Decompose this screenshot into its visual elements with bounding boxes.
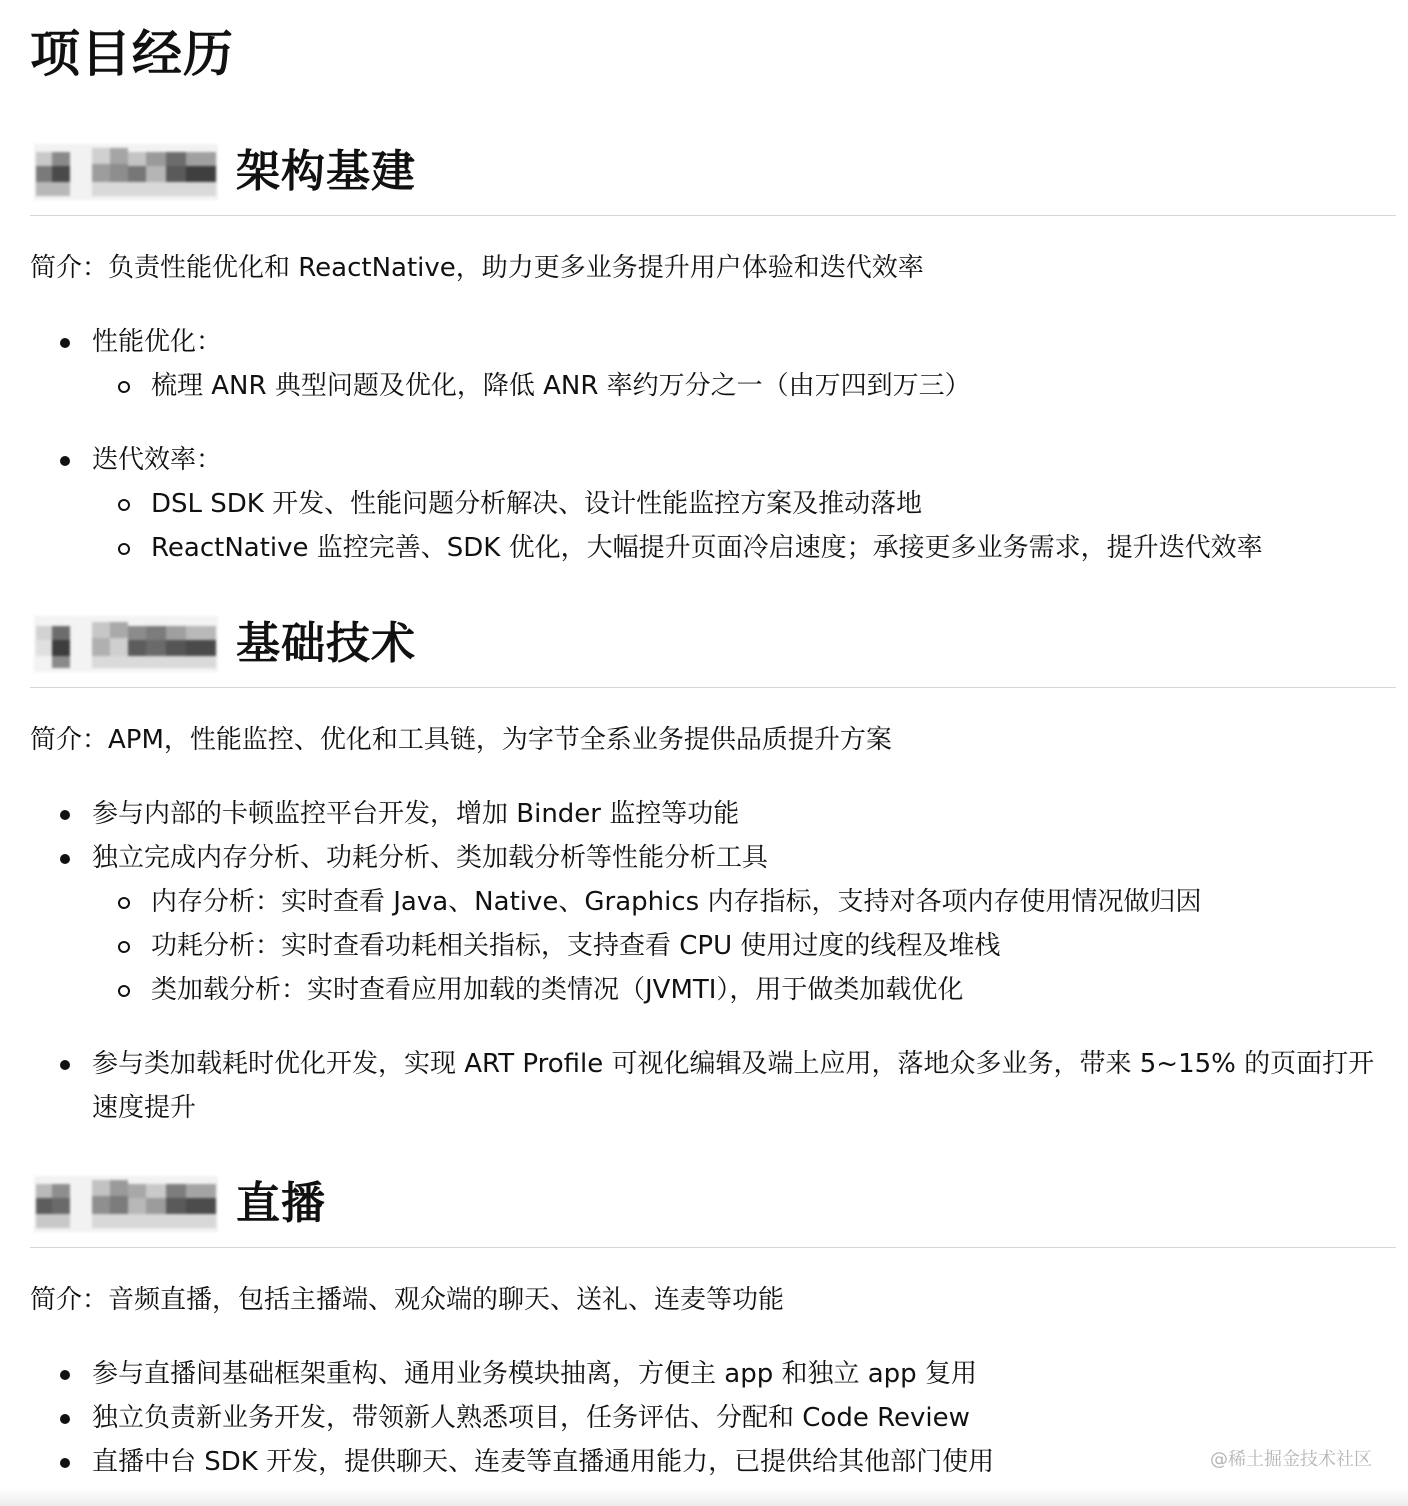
bullet-dot xyxy=(60,1458,70,1468)
redacted-company-mosaic xyxy=(34,616,218,672)
sub-list-item xyxy=(0,924,1300,968)
section-intro: 简介：APM，性能监控、优化和工具链，为字节全系业务提供品质提升方案 xyxy=(30,725,892,755)
section-intro: 简介：负责性能优化和 ReactNative，助力更多业务提升用户体验和迭代效率 xyxy=(30,253,924,283)
section-list xyxy=(0,320,1300,408)
section-heading-text: 基础技术 xyxy=(236,618,416,669)
bullet-dot xyxy=(60,1060,70,1070)
sub-list-item-text: 梳理 ANR 典型问题及优化，降低 ANR 率约万分之一（由万四到万三） xyxy=(151,371,971,401)
bullet-ring xyxy=(118,381,130,393)
bullet-dot xyxy=(60,338,70,348)
bullet-ring xyxy=(118,941,130,953)
bullet-dot xyxy=(60,854,70,864)
section-list xyxy=(0,1352,1300,1484)
redacted-company-mosaic xyxy=(34,144,218,200)
sub-list-item xyxy=(0,880,1300,924)
section-heading-architecture xyxy=(30,144,1396,216)
section-intro: 简介：音频直播，包括主播端、观众端的聊天、送礼、连麦等功能 xyxy=(30,1285,785,1315)
list-item-text: 参与内部的卡顿监控平台开发，增加 Binder 监控等功能 xyxy=(92,799,740,829)
sub-list-item xyxy=(0,968,1300,1012)
watermark: @稀土掘金技术社区 xyxy=(1210,1449,1372,1470)
page-title: 项目经历 xyxy=(30,25,234,83)
sub-list-item xyxy=(0,482,1300,526)
list-item xyxy=(0,320,1300,364)
list-item-text: 性能优化： xyxy=(92,327,223,357)
bullet-ring xyxy=(118,499,130,511)
bullet-dot xyxy=(60,810,70,820)
section-heading-basic-tech xyxy=(30,616,1396,688)
sub-list-item xyxy=(0,526,1300,570)
bullet-ring xyxy=(118,985,130,997)
bullet-dot xyxy=(60,1414,70,1424)
bottom-fade xyxy=(0,1488,1408,1506)
section-heading-text: 直播 xyxy=(236,1178,326,1229)
sub-list-item-text: 类加载分析：实时查看应用加载的类情况（JVMTI），用于做类加载优化 xyxy=(151,975,964,1005)
sub-list-item-text: DSL SDK 开发、性能问题分析解决、设计性能监控方案及推动落地 xyxy=(151,489,923,519)
section-list xyxy=(0,438,1300,570)
sub-list-item xyxy=(0,364,1300,408)
list-item xyxy=(0,1440,1300,1484)
bullet-dot xyxy=(60,456,70,466)
list-item-text: 迭代效率： xyxy=(92,445,223,475)
list-item xyxy=(0,1396,1300,1440)
bullet-ring xyxy=(118,897,130,909)
list-item-text: 独立负责新业务开发，带领新人熟悉项目，任务评估、分配和 Code Review xyxy=(92,1403,970,1433)
list-item-text: 直播中台 SDK 开发，提供聊天、连麦等直播通用能力，已提供给其他部门使用 xyxy=(92,1447,995,1477)
section-heading-text: 架构基建 xyxy=(236,146,416,197)
list-item xyxy=(0,1352,1300,1396)
list-item xyxy=(0,438,1300,482)
section-list xyxy=(0,792,1300,1012)
list-item-text: 参与直播间基础框架重构、通用业务模块抽离，方便主 app 和独立 app 复用 xyxy=(92,1359,977,1389)
sub-list-item-text: 功耗分析：实时查看功耗相关指标，支持查看 CPU 使用过度的线程及堆栈 xyxy=(151,931,1001,961)
list-item-text: 独立完成内存分析、功耗分析、类加载分析等性能分析工具 xyxy=(92,843,769,873)
bullet-dot xyxy=(60,1370,70,1380)
sub-list-item-text: 内存分析：实时查看 Java、Native、Graphics 内存指标，支持对各项内存使用情况做归因 xyxy=(151,887,1202,917)
section-heading-live xyxy=(30,1176,1396,1248)
list-item-text: 参与类加载耗时优化开发，实现 ART Profile 可视化编辑及端上应用，落地众多业务，带来 5~15% 的页面打开速度提升 xyxy=(92,1049,1375,1123)
sub-list-item-text: ReactNative 监控完善、SDK 优化，大幅提升页面冷启速度；承接更多业务需求，提升迭代效率 xyxy=(151,533,1263,563)
list-item xyxy=(0,1042,1396,1130)
redacted-company-mosaic xyxy=(34,1176,218,1232)
section-list xyxy=(0,1042,1396,1130)
list-item xyxy=(0,792,1300,836)
bullet-ring xyxy=(118,543,130,555)
list-item xyxy=(0,836,1300,880)
